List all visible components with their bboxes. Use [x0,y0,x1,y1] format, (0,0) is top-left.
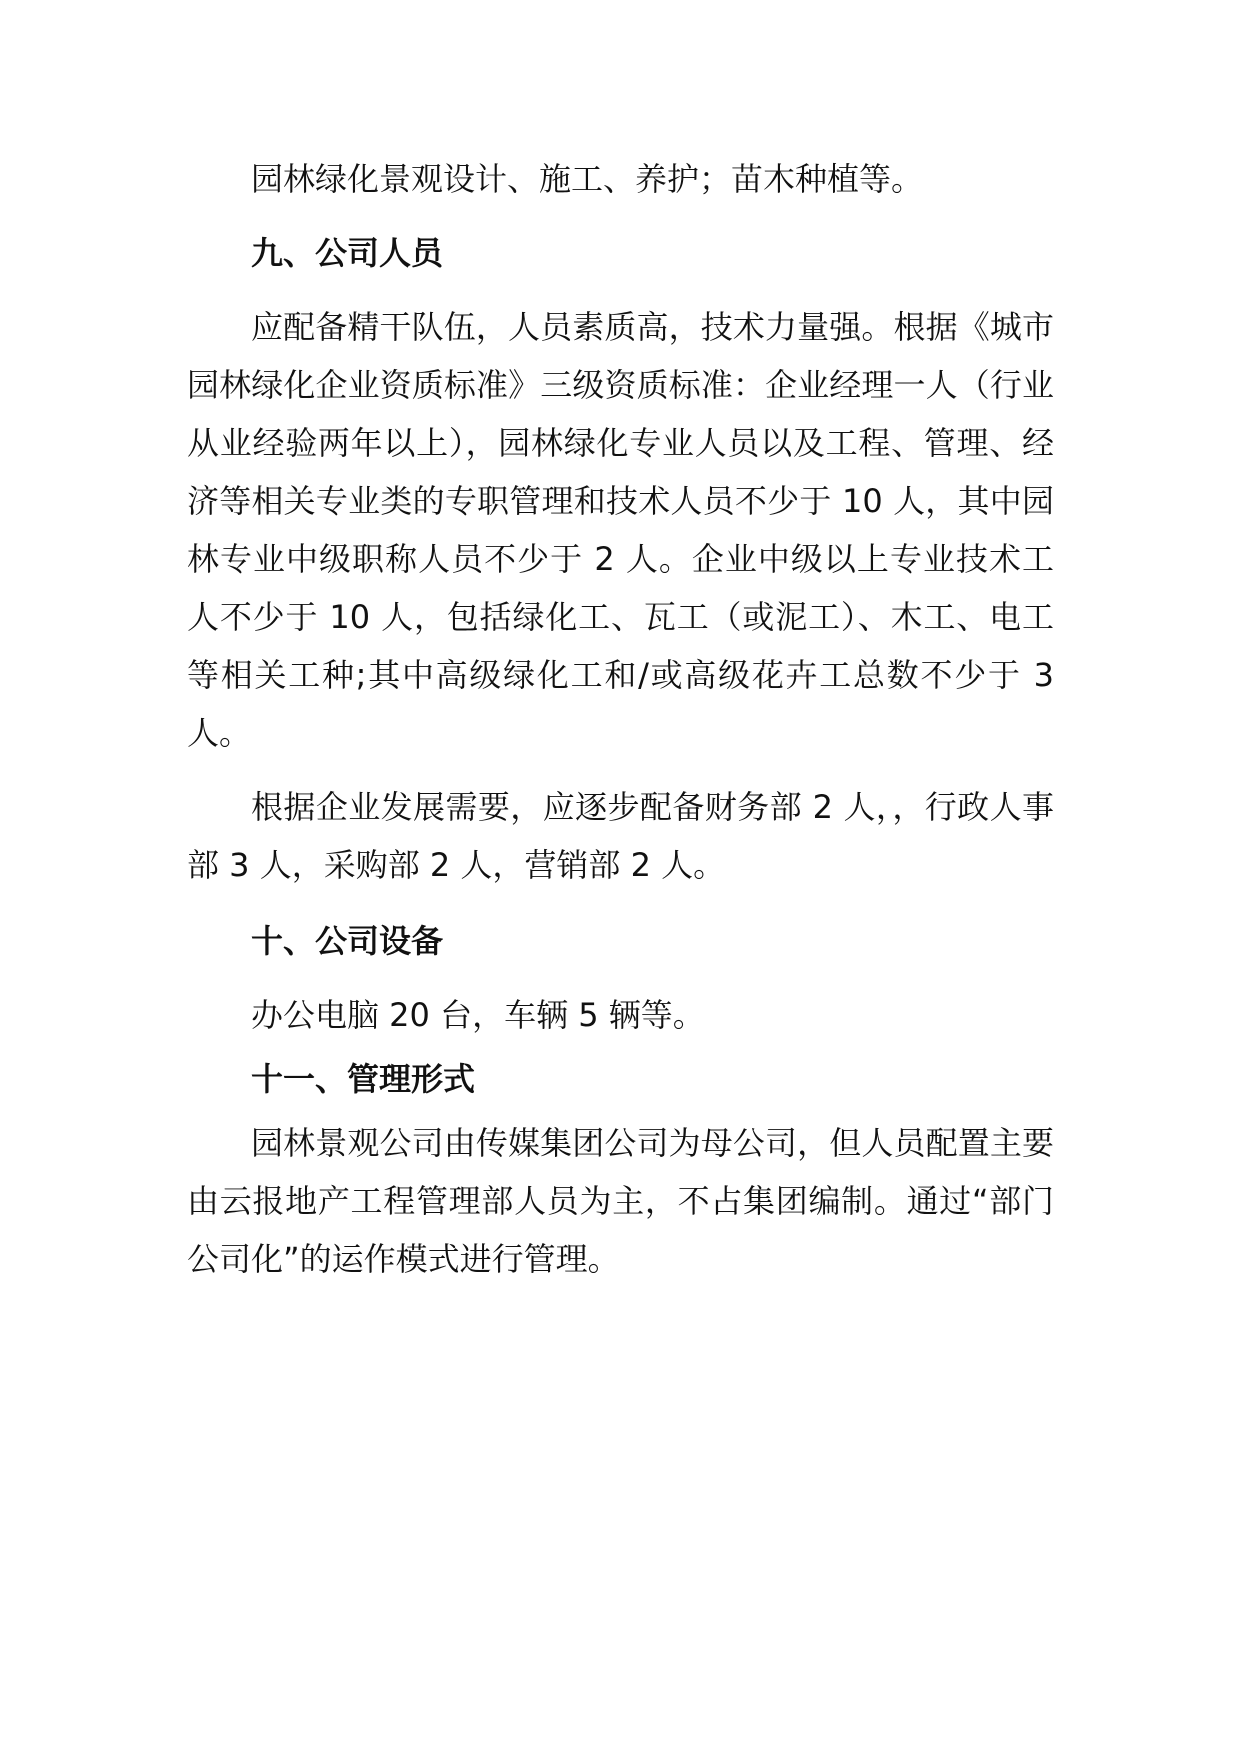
section-11-paragraph: 园林景观公司由传媒集团公司为母公司，但人员配置主要由云报地产工程管理部人员为主，不占集团编制。通过“部门公司化”的运作模式进行管理。 [187,1124,1054,1278]
section-10-heading: 十、公司设备 [251,922,444,960]
section-10-paragraph: 办公电脑 20 台，车辆 5 辆等。 [251,996,705,1034]
business-scope-paragraph: 园林绿化景观设计、施工、养护；苗木种植等。 [251,160,924,198]
section-11-heading: 十一、管理形式 [251,1060,476,1098]
section-9-paragraph-1: 应配备精干队伍，人员素质高，技术力量强。根据《城市园林绿化企业资质标准》三级资质标准：企业经理一人（行业从业经验两年以上），园林绿化专业人员以及工程、管理、经济等相关专业类的专职管理和技术人员不少于 10 人，其中园林专业中级职称人员不少于 2 人。企业中级以上专业技术工人不少于 10 人，包括绿化工、瓦工（或泥工）、木工、电工等相关工种;其中高级绿化工和/或高级花卉工总数不少于 3 人。 [187,308,1054,752]
section-9-heading: 九、公司人员 [251,234,444,272]
section-9-paragraph-2: 根据企业发展需要，应逐步配备财务部 2 人，，行政人事部 3 人，采购部 2 人，营销部 2 人。 [187,788,1054,884]
document-body [187,150,1054,1288]
